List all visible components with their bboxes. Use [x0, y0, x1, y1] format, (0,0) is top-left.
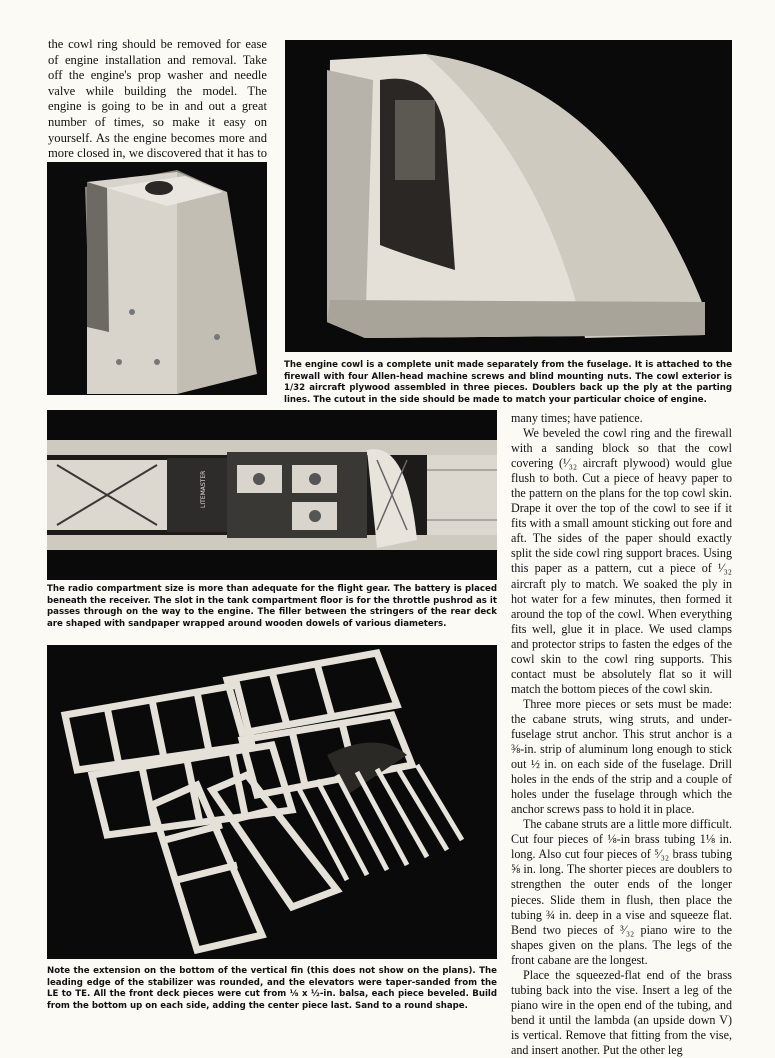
- radio-caption: The radio compartment size is more than adequate for the flight gear. The battery is placed beneath the receiver. The slot in the tank compartment floor is for the throttle pushrod as it passes through on the way to the engine. The filler between the stringers of the rear deck are shaped with sandpaper wrapped around wooden dowels of various diameters.: [47, 584, 497, 629]
- paragraph: We beveled the cowl ring and the firewall with a sanding block so that the cowl covering (¹⁄₃₂ aircraft plywood) would glue flush to both. Cut a piece of heavy paper to the pattern on the plans for the top cowl skin. Drape it over the top of the cowl to see if it fits with a small amount sticking out fore and aft. The sides of the paper should exactly split the side cowl ring support braces. Using this paper as a pattern, cut a piece of ¹⁄₃₂ aircraft ply to match. We soaked the ply in hot water for a few minutes, then formed it around the top of the cowl. When everything fits well, glue it in place. We used clamps and protector strips to fasten the edges of the cowl skin to the cowl ring supports. This contact must be absolutely flat so it will match the bottom pieces of the cowl skin.: [511, 426, 732, 696]
- tail-caption: Note the extension on the bottom of the vertical fin (this does not show on the plans). The leading edge of the stabilizer was rounded, and the elevators were taper-sanded from the LE to TE. All the front deck pieces were cut from ⅛ x ½-in. balsa, each piece beveled. Build from the bottom up on each side, adding the center piece last. Sand to a round shape.: [47, 966, 497, 1011]
- paragraph: many times; have patience.: [511, 411, 643, 425]
- intro-text: the cowl ring should be removed for ease of engine installation and removal. Take off the engine's prop washer and needle valve while building the model. The engine is going to be in and out a great number of times, so make it easy on yourself. As the engine becomes more and more closed in, we discovered that it has to: [48, 37, 267, 161]
- paragraph: The cabane struts are a little more difficult. Cut four pieces of ⅛-in brass tubing 1⅛ in. long. Also cut four pieces of ⁵⁄₃₂ brass tubing ⅝ in. long. The shorter pieces are doublers to strengthen the outer ends of the longer pieces. Slide them in flush, then place the tubing ¾ in. deep in a vise and squeeze flat. Bend two pieces of ³⁄₃₂ piano wire to the shapes given on the plans. The legs of the front cabane are the longest.: [511, 817, 732, 967]
- right-text-column: [511, 411, 732, 1058]
- battery-label: LITEMASTER: [200, 470, 207, 508]
- radio-compartment-photo: [47, 410, 497, 580]
- engine-cowl-photo: [285, 40, 732, 352]
- cowl-caption: The engine cowl is a complete unit made separately from the fuselage. It is attached to the firewall with four Allen-head machine screws and blind mounting nuts. The cowl exterior is 1/32 aircraft plywood assembled in three pieces. Doublers back up the ply at the parting lines. The cutout in the side should be made to match your particular choice of engine.: [284, 360, 732, 405]
- paragraph: Three more pieces or sets must be made: the cabane struts, wing struts, and under-fuselage strut anchor. This strut anchor is a ⅜-in. strip of aluminum long enough to stick out ½ in. on each side of the fuselage. Drill holes in the ends of the strip and a couple of holes under the fuselage through which the anchor screws pass to hold it in place.: [511, 696, 732, 817]
- tail-surfaces-photo: [47, 645, 497, 959]
- paragraph: Place the squeezed-flat end of the brass tubing back into the vise. Insert a leg of the piano wire in the open end of the tubing, and bend it until the lambda (an upside down V) is vertical. Remove that fitting from the vise, and insert another. Put the other leg: [511, 967, 732, 1057]
- engine-mount-photo: [47, 162, 267, 395]
